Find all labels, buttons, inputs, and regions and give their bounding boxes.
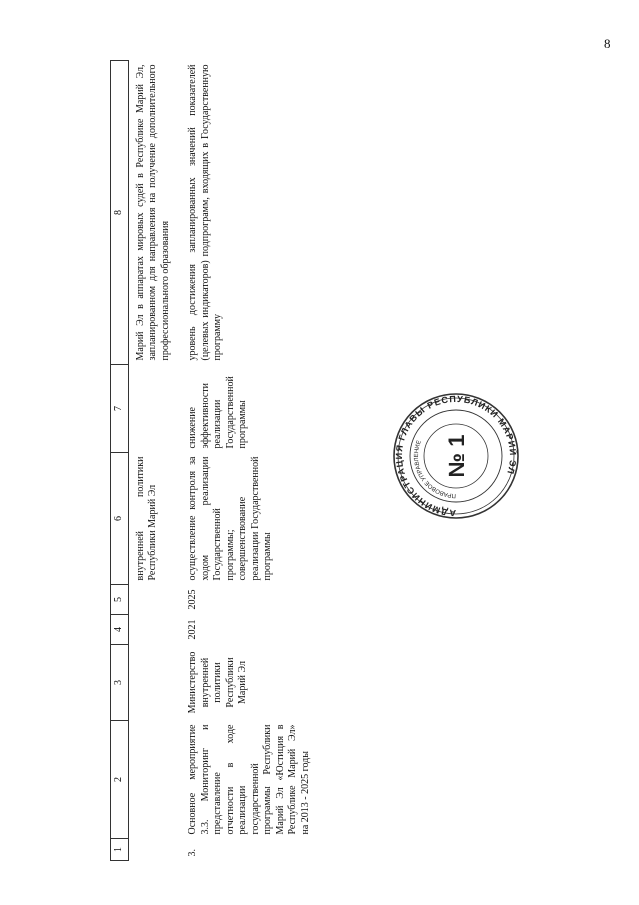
row-cont-col8: Марий Эл в аппаратах мировых судей в Республике Марий Эл, запланированном для направления на получение дополнительного профессионального образования: [134, 64, 171, 361]
page-number: 8: [604, 36, 611, 51]
header-cell: 2: [111, 721, 129, 839]
header-cell: 5: [111, 585, 129, 615]
row-main-end-year: 2025: [187, 589, 198, 610]
svg-text:ПРАВОВОЕ УПРАВЛЕНИЕ: ПРАВОВОЕ УПРАВЛЕНИЕ: [413, 439, 457, 499]
header-cell: 3: [111, 645, 129, 721]
table-row-continuation: [128, 61, 175, 861]
header-cell: 4: [111, 615, 129, 645]
header-cell: 1: [111, 839, 129, 861]
row-main-indicators: уровень достижения запланированных значений показателей (целевых индикаторов) подпрограмм, входящих в Государственную программу: [187, 64, 223, 361]
header-cell: 8: [111, 61, 129, 365]
row-main-consequences: снижение эффективности реализации Государственной программы: [187, 376, 248, 449]
svg-text:АДМИНИСТРАЦИЯ ГЛАВЫ РЕСПУБЛИКИ: АДМИНИСТРАЦИЯ ГЛАВЫ РЕСПУБЛИКИ МАРИЙ ЭЛ: [393, 393, 519, 519]
row-main-number: 3.: [187, 849, 198, 857]
official-seal-stamp: [392, 392, 520, 520]
row-main-activity: Основное мероприятие 3.3. Мониторинг и представление отчетности в ходе реализации государственной программы Республики Марий Эл «Юстиция в Республике Марий Эл» на 2013 - 2025 годы: [187, 724, 311, 835]
table-header-row: [111, 61, 129, 861]
header-cell: 7: [111, 365, 129, 453]
row-cont-col6: внутренней политики Республики Марий Эл: [134, 456, 158, 581]
header-cell: 6: [111, 453, 129, 585]
row-main-executor: Министерство внутренней политики Республики Марий Эл: [187, 651, 248, 714]
svg-text:№ 1: № 1: [444, 434, 469, 478]
program-table: [110, 60, 315, 861]
row-main-start-year: 2021: [187, 619, 198, 640]
table-row-main: [175, 61, 315, 861]
row-main-expected-result: осуществление контроля за ходом реализации Государственной программы; совершенствование реализации Государственной программы: [187, 456, 273, 581]
